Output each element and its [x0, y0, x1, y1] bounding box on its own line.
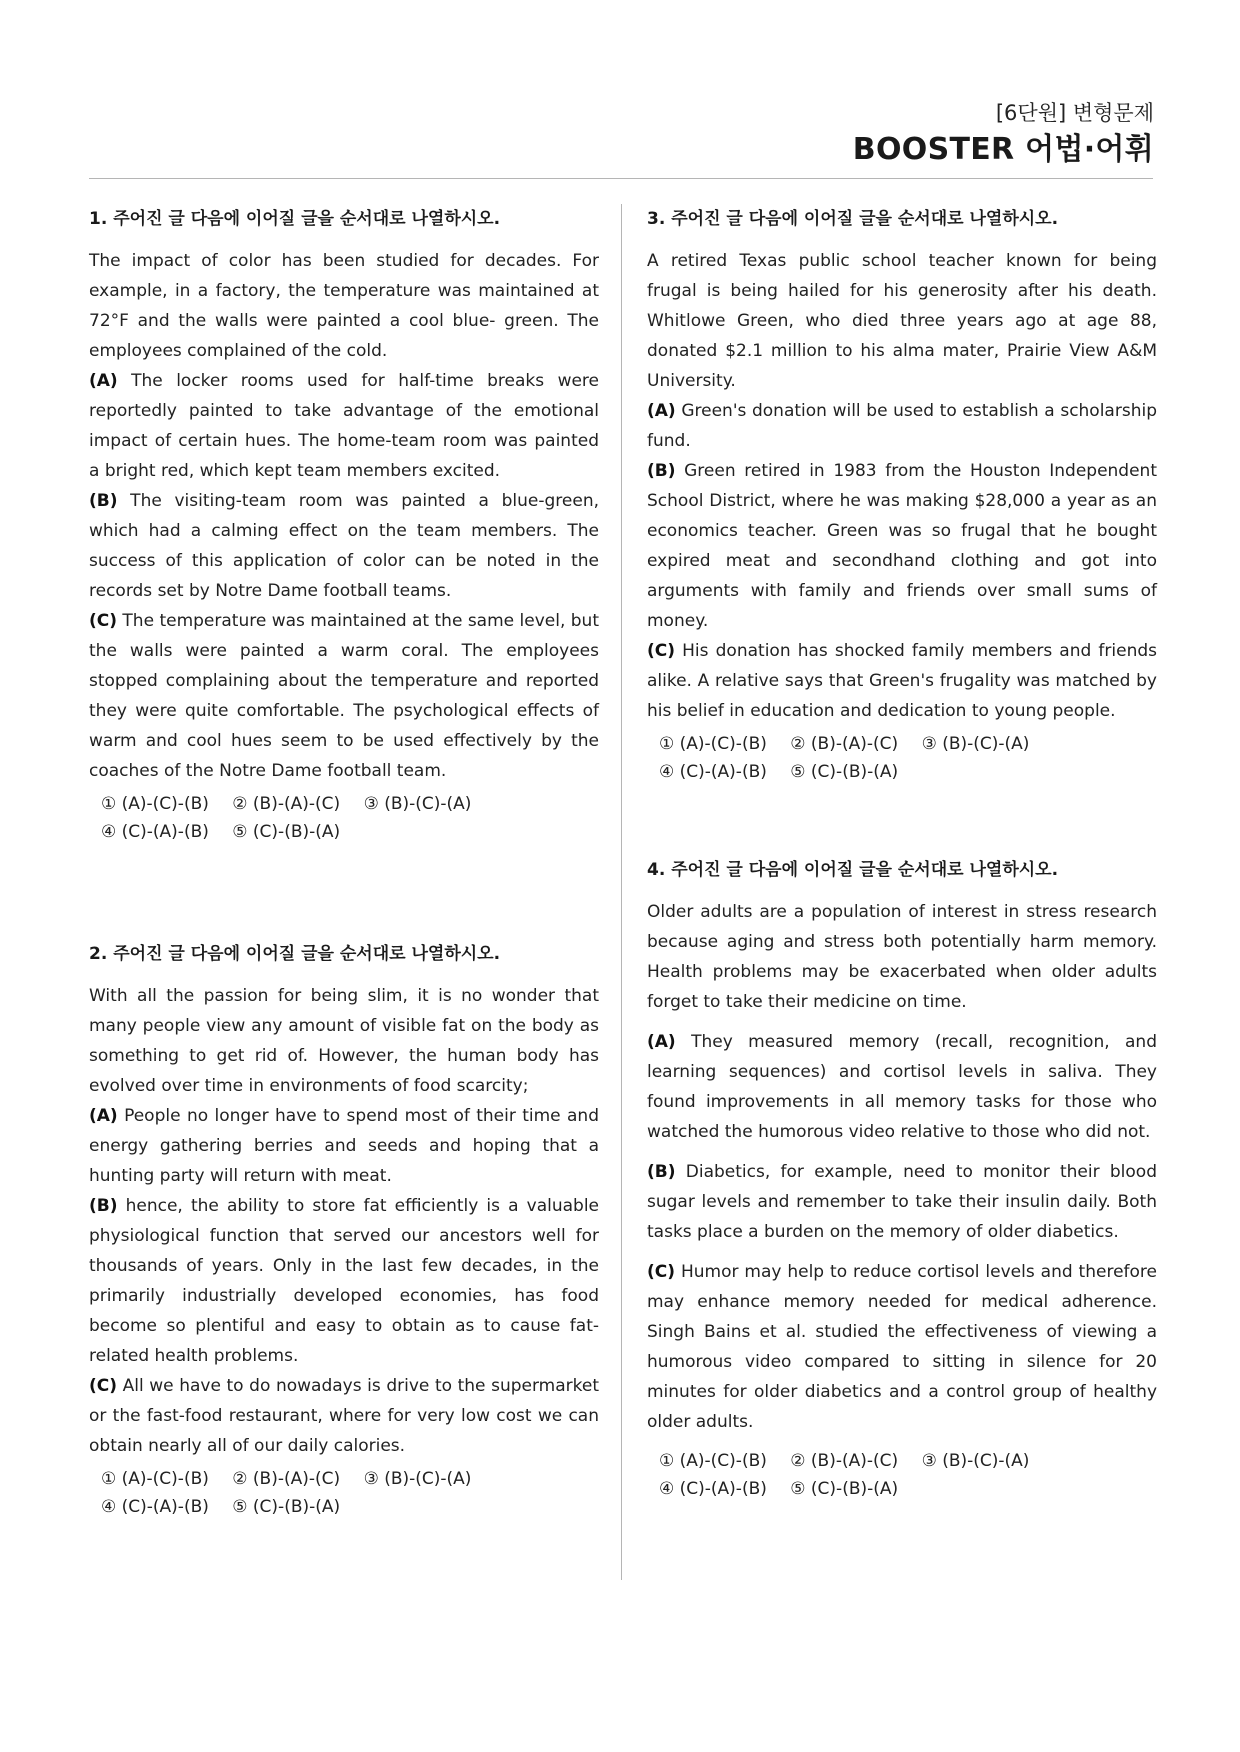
question-4: [647, 857, 1157, 1503]
part-text: Diabetics, for example, need to monitor their blood sugar levels and remember to take their insulin daily. Both tasks place a burden on the memory of older diabetics.: [647, 1162, 1157, 1242]
choice-1[interactable]: ① (A)-(C)-(B): [659, 734, 767, 754]
choice-4[interactable]: ④ (C)-(A)-(B): [101, 822, 209, 842]
part-text: His donation has shocked family members and friends alike. A relative says that Green's frugality was matched by his belief in education and dedication to young people.: [647, 641, 1157, 721]
part-text: People no longer have to spend most of their time and energy gathering berries and seeds and hoping that a hunting party will return with meat.: [89, 1106, 599, 1186]
question-heading: [647, 857, 1157, 883]
part-text: Green's donation will be used to establish a scholarship fund.: [647, 401, 1157, 451]
part-label: (C): [647, 641, 676, 661]
choice-4[interactable]: ④ (C)-(A)-(B): [659, 762, 767, 782]
part-label: (A): [89, 371, 118, 391]
question-3: [647, 206, 1157, 786]
question-number: 4.: [647, 860, 666, 880]
choice-5[interactable]: ⑤ (C)-(B)-(A): [790, 1479, 899, 1499]
choice-4[interactable]: ④ (C)-(A)-(B): [101, 1497, 209, 1517]
question-1: [89, 206, 599, 846]
part-text: They measured memory (recall, recognition, and learning sequences) and cortisol levels in saliva. They found improvements in all memory tasks for those who watched the humorous video relative to those who did not.: [647, 1032, 1157, 1142]
part-text: The temperature was maintained at the same level, but the walls were painted a warm coral. The employees stopped complaining about the temperature and reported they were quite comfortable. The psychological effects of warm and cool hues seem to be used effectively by the coaches of the Notre Dame football team.: [89, 611, 599, 781]
unit-subtitle: [6단원] 변형문제: [995, 101, 1154, 125]
answer-choices: [659, 1447, 1157, 1503]
question-prompt: 주어진 글 다음에 이어질 글을 순서대로 나열하시오.: [671, 860, 1059, 880]
choice-1[interactable]: ① (A)-(C)-(B): [101, 1469, 209, 1489]
part-label: (A): [89, 1106, 118, 1126]
passage-a: [89, 1101, 599, 1191]
choice-5[interactable]: ⑤ (C)-(B)-(A): [232, 822, 341, 842]
passage-b: [89, 486, 599, 606]
part-label: (C): [647, 1262, 676, 1282]
choice-2[interactable]: ② (B)-(A)-(C): [232, 794, 341, 814]
passage-a: [647, 396, 1157, 456]
passage-b: [647, 1157, 1157, 1247]
question-prompt: 주어진 글 다음에 이어질 글을 순서대로 나열하시오.: [113, 944, 501, 964]
choice-3[interactable]: ③ (B)-(C)-(A): [363, 1469, 472, 1489]
passage-c: [89, 606, 599, 786]
header-divider: [89, 178, 1153, 179]
passage-b: [647, 456, 1157, 636]
question-heading: [647, 206, 1157, 232]
part-label: (B): [647, 1162, 676, 1182]
part-text: The locker rooms used for half-time breaks were reportedly painted to take advantage of the emotional impact of certain hues. The home-team room was painted a bright red, which kept team members excited.: [89, 371, 599, 481]
part-text: Humor may help to reduce cortisol levels and therefore may enhance memory needed for medical adherence. Singh Bains et al. studied the effectiveness of viewing a humorous video compared to sitting in silence for 20 minutes for older diabetics and a control group of healthy older adults.: [647, 1262, 1157, 1432]
booklet-title: BOOSTER 어법·어휘: [852, 132, 1154, 167]
part-text: The visiting-team room was painted a blue-green, which had a calming effect on the team members. The success of this application of color can be noted in the records set by Notre Dame football teams.: [89, 491, 599, 601]
question-number: 1.: [89, 209, 108, 229]
answer-choices: [101, 1465, 599, 1521]
choice-2[interactable]: ② (B)-(A)-(C): [790, 1451, 899, 1471]
part-label: (B): [89, 491, 118, 511]
passage-c: [89, 1371, 599, 1461]
choice-5[interactable]: ⑤ (C)-(B)-(A): [790, 762, 899, 782]
passage-c: [647, 1257, 1157, 1437]
part-text: hence, the ability to store fat efficiently is a valuable physiological function that served our ancestors well for thousands of years. Only in the last few decades, in the primarily industrially developed economies, has food become so plentiful and easy to obtain as to cause fat-related health problems.: [89, 1196, 599, 1366]
intro-passage: With all the passion for being slim, it is no wonder that many people view any amount of visible fat on the body as something to get rid of. However, the human body has evolved over time in environments of food scarcity;: [89, 986, 599, 1096]
choice-1[interactable]: ① (A)-(C)-(B): [659, 1451, 767, 1471]
question-prompt: 주어진 글 다음에 이어질 글을 순서대로 나열하시오.: [671, 209, 1059, 229]
choice-5[interactable]: ⑤ (C)-(B)-(A): [232, 1497, 341, 1517]
column-divider: [621, 204, 622, 1580]
question-prompt: 주어진 글 다음에 이어질 글을 순서대로 나열하시오.: [113, 209, 501, 229]
question-2: [89, 941, 599, 1521]
part-text: All we have to do nowadays is drive to the supermarket or the fast-food restaurant, where for very low cost we can obtain nearly all of our daily calories.: [89, 1376, 599, 1456]
answer-choices: [101, 790, 599, 846]
choice-4[interactable]: ④ (C)-(A)-(B): [659, 1479, 767, 1499]
part-text: Green retired in 1983 from the Houston Independent School District, where he was making $28,000 a year as an economics teacher. Green was so frugal that he bought expired meat and secondhand clothing and got into arguments with family and friends over small sums of money.: [647, 461, 1157, 631]
choice-2[interactable]: ② (B)-(A)-(C): [790, 734, 899, 754]
choice-3[interactable]: ③ (B)-(C)-(A): [363, 794, 472, 814]
question-number: 2.: [89, 944, 108, 964]
choice-2[interactable]: ② (B)-(A)-(C): [232, 1469, 341, 1489]
part-label: (C): [89, 1376, 118, 1396]
page-header: [853, 98, 1154, 170]
choice-3[interactable]: ③ (B)-(C)-(A): [921, 1451, 1030, 1471]
choice-3[interactable]: ③ (B)-(C)-(A): [921, 734, 1030, 754]
intro-passage: Older adults are a population of interest in stress research because aging and stress both potentially harm memory. Health problems may be exacerbated when older adults forget to take their medicine on time.: [647, 902, 1157, 1012]
part-label: (B): [89, 1196, 118, 1216]
part-label: (A): [647, 401, 676, 421]
question-heading: [89, 206, 599, 232]
passage-a: [647, 1027, 1157, 1147]
passage-b: [89, 1191, 599, 1371]
intro-passage: The impact of color has been studied for decades. For example, in a factory, the temperature was maintained at 72°F and the walls were painted a cool blue- green. The employees complained of the cold.: [89, 251, 599, 361]
part-label: (C): [89, 611, 118, 631]
answer-choices: [659, 730, 1157, 786]
passage-c: [647, 636, 1157, 726]
question-heading: [89, 941, 599, 967]
choice-1[interactable]: ① (A)-(C)-(B): [101, 794, 209, 814]
intro-passage: A retired Texas public school teacher known for being frugal is being hailed for his generosity after his death. Whitlowe Green, who died three years ago at age 88, donated $2.1 million to his alma mater, Prairie View A&M University.: [647, 251, 1157, 391]
passage-a: [89, 366, 599, 486]
part-label: (B): [647, 461, 676, 481]
part-label: (A): [647, 1032, 676, 1052]
question-number: 3.: [647, 209, 666, 229]
